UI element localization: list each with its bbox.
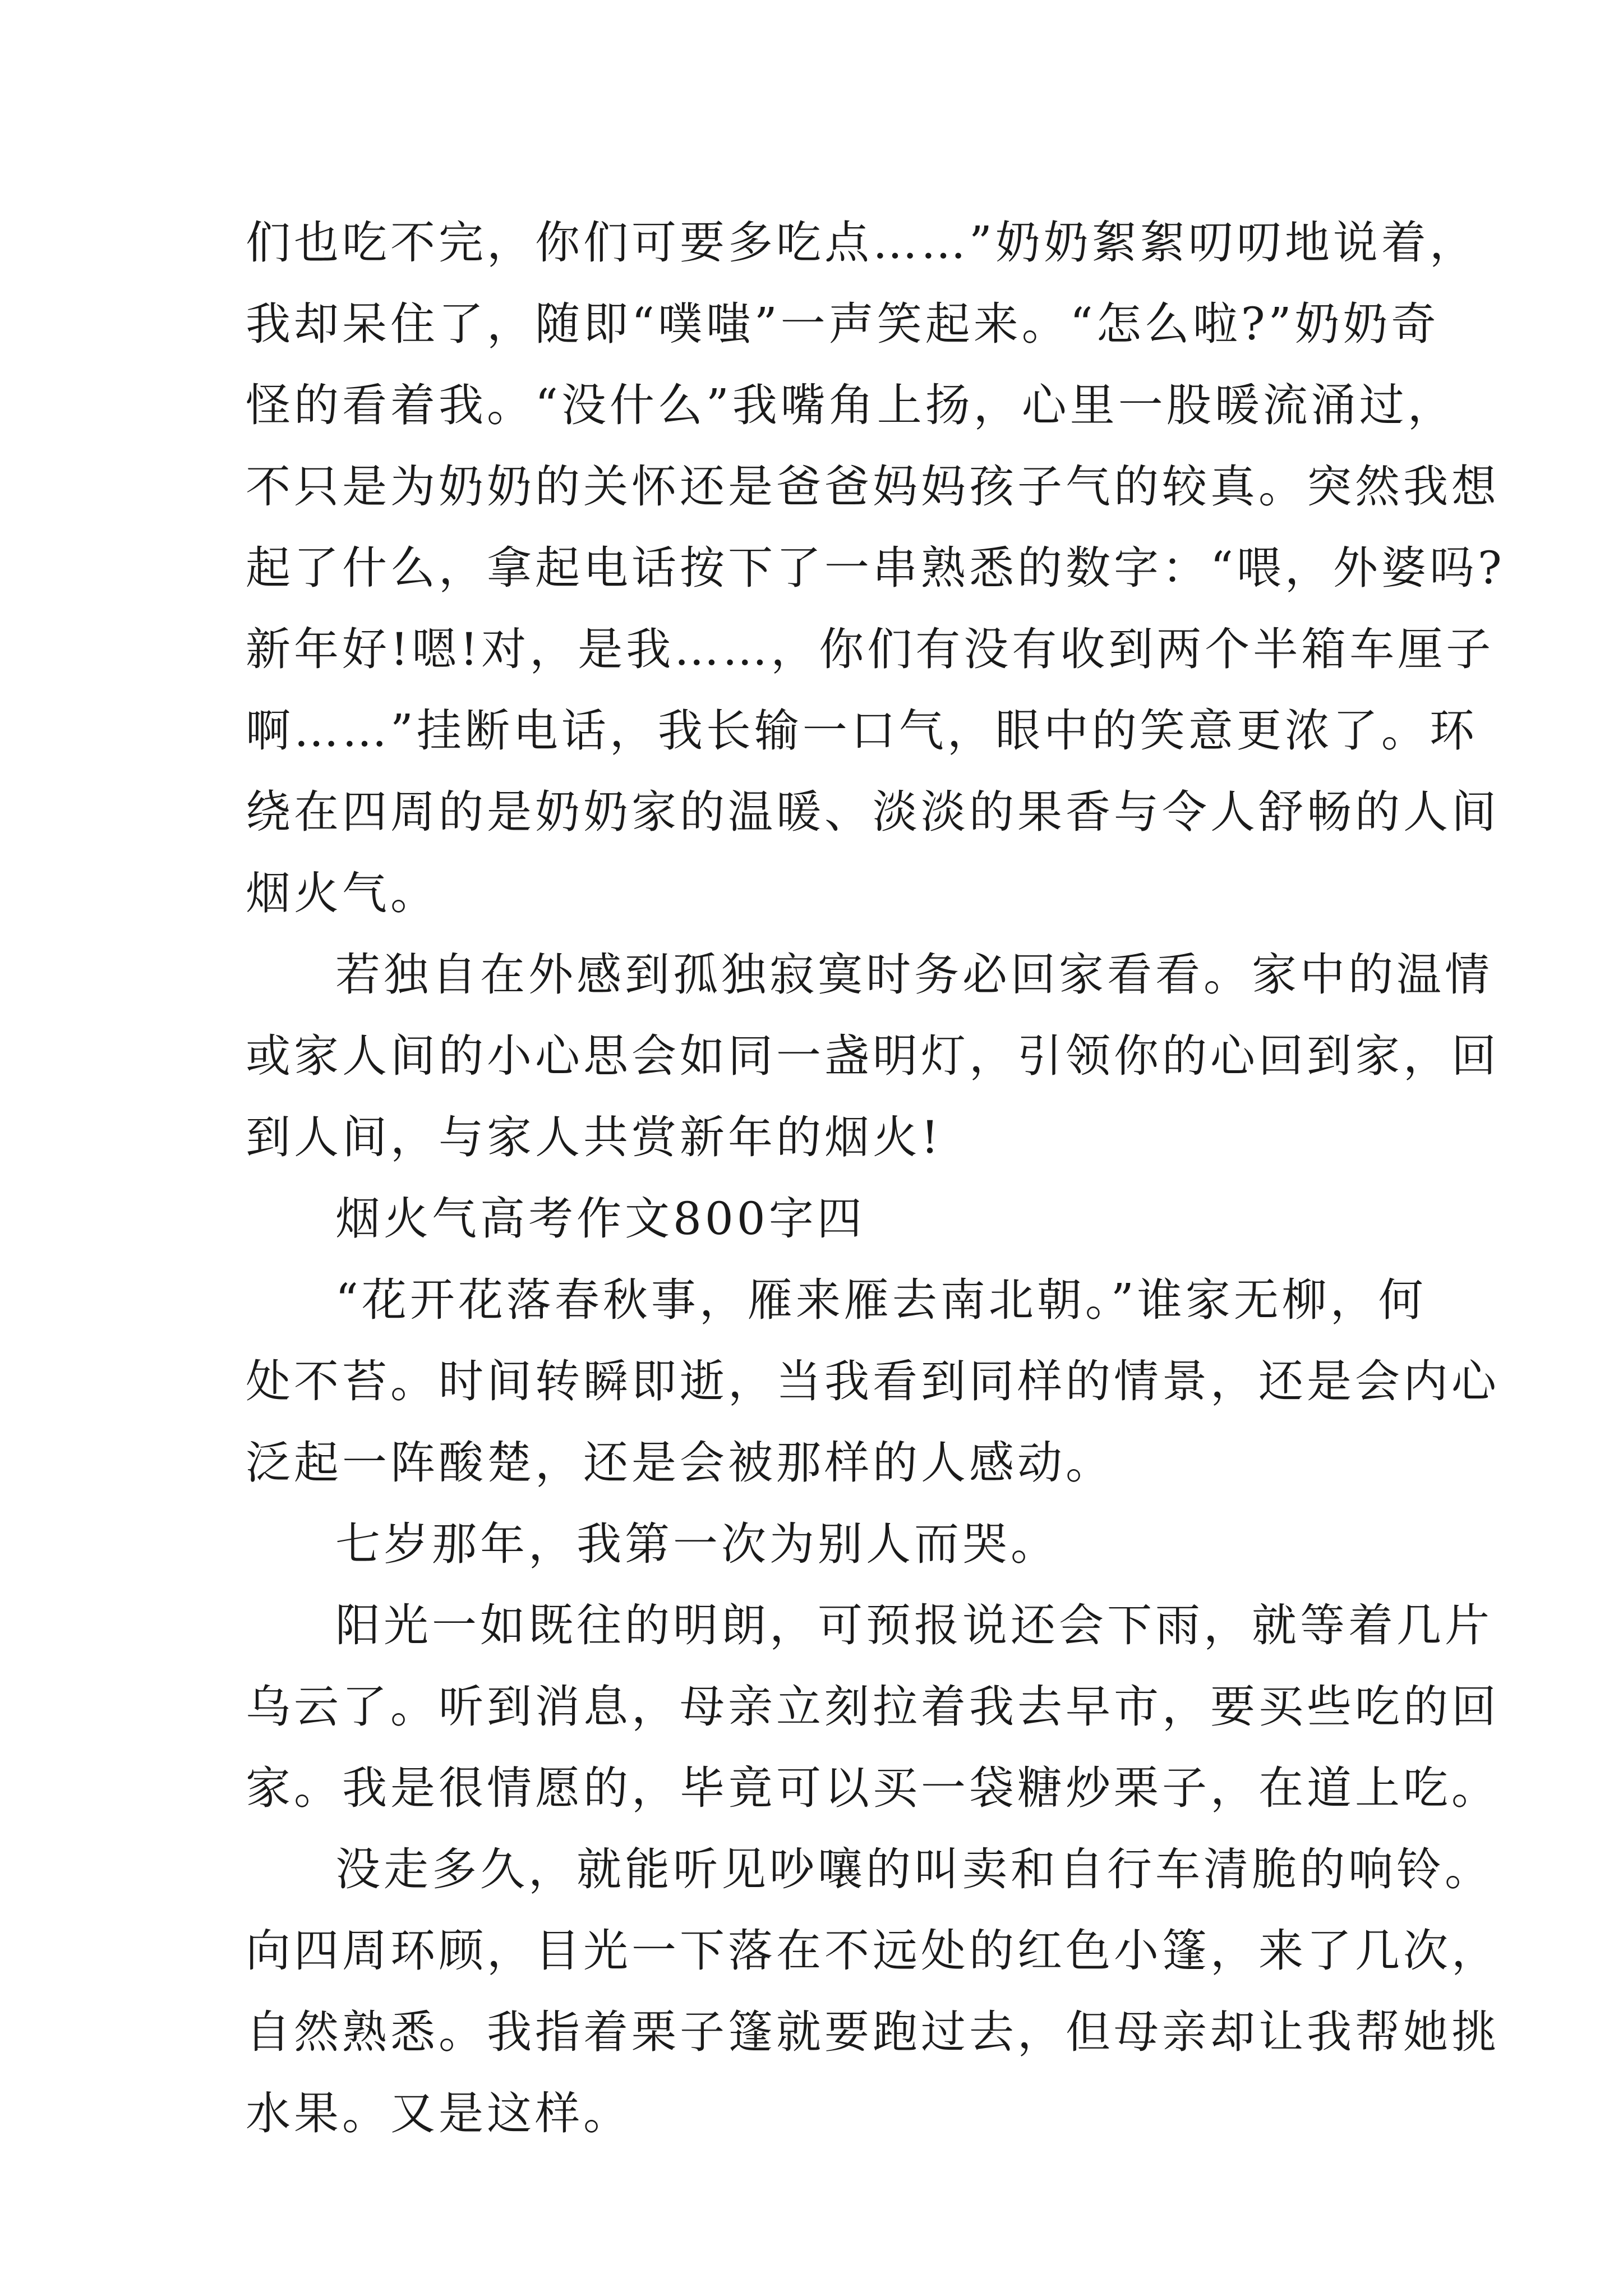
text-line: 泛起一阵酸楚，还是会被那样的人感动。	[246, 1437, 1114, 1489]
text-line: 没走多久，就能听见吵嚷的叫卖和自行车清脆的响铃。	[335, 1843, 1493, 1895]
text-line: 不只是为奶奶的关怀还是爸爸妈妈孩子气的较真。突然我想	[246, 461, 1500, 513]
text-line: 若独自在外感到孤独寂寞时务必回家看看。家中的温情	[335, 949, 1493, 1001]
text-line: 我却呆住了，随即“噗嗤”一声笑起来。“怎么啦?”奶奶奇	[246, 298, 1440, 350]
text-line: 怪的看着我。“没什么”我嘴角上扬，心里一股暖流涌过，	[246, 379, 1456, 431]
text-line: 们也吃不完，你们可要多吃点……”奶奶絮絮叨叨地说着，	[246, 217, 1478, 269]
text-line: 新年好!嗯!对，是我……，你们有没有收到两个半箱车厘子	[246, 623, 1495, 675]
text-line: 到人间，与家人共赏新年的烟火!	[246, 1111, 943, 1163]
text-line: 起了什么，拿起电话按下了一串熟悉的数字：“喂，外婆吗?	[246, 542, 1505, 594]
text-line: 七岁那年，我第一次为别人而哭。	[335, 1518, 1059, 1570]
text-line: 阳光一如既往的明朗，可预报说还会下雨，就等着几片	[335, 1599, 1493, 1651]
text-line: “花开花落春秋事，雁来雁去南北朝。”谁家无柳，何	[335, 1274, 1427, 1326]
text-line: 向四周环顾，目光一下落在不远处的红色小篷，来了几次，	[246, 1925, 1500, 1977]
text-line: 烟火气。	[246, 867, 439, 919]
text-line: 啊……”挂断电话，我长输一口气，眼中的笑意更浓了。环	[246, 705, 1478, 757]
text-line: 水果。又是这样。	[246, 2087, 631, 2139]
text-line: 自然熟悉。我指着栗子篷就要跑过去，但母亲却让我帮她挑	[246, 2006, 1500, 2058]
text-line: 家。我是很情愿的，毕竟可以买一袋糖炒栗子，在道上吃。	[246, 1762, 1500, 1814]
section-heading: 烟火气高考作文800字四	[335, 1193, 865, 1245]
text-line: 处不苔。时间转瞬即逝，当我看到同样的情景，还是会内心	[246, 1355, 1500, 1407]
text-line: 乌云了。听到消息，母亲立刻拉着我去早市，要买些吃的回	[246, 1681, 1500, 1733]
body-text	[246, 202, 1505, 2154]
text-line: 绕在四周的是奶奶家的温暖、淡淡的果香与令人舒畅的人间	[246, 786, 1500, 838]
text-line: 或家人间的小心思会如同一盏明灯，引领你的心回到家，回	[246, 1030, 1500, 1082]
